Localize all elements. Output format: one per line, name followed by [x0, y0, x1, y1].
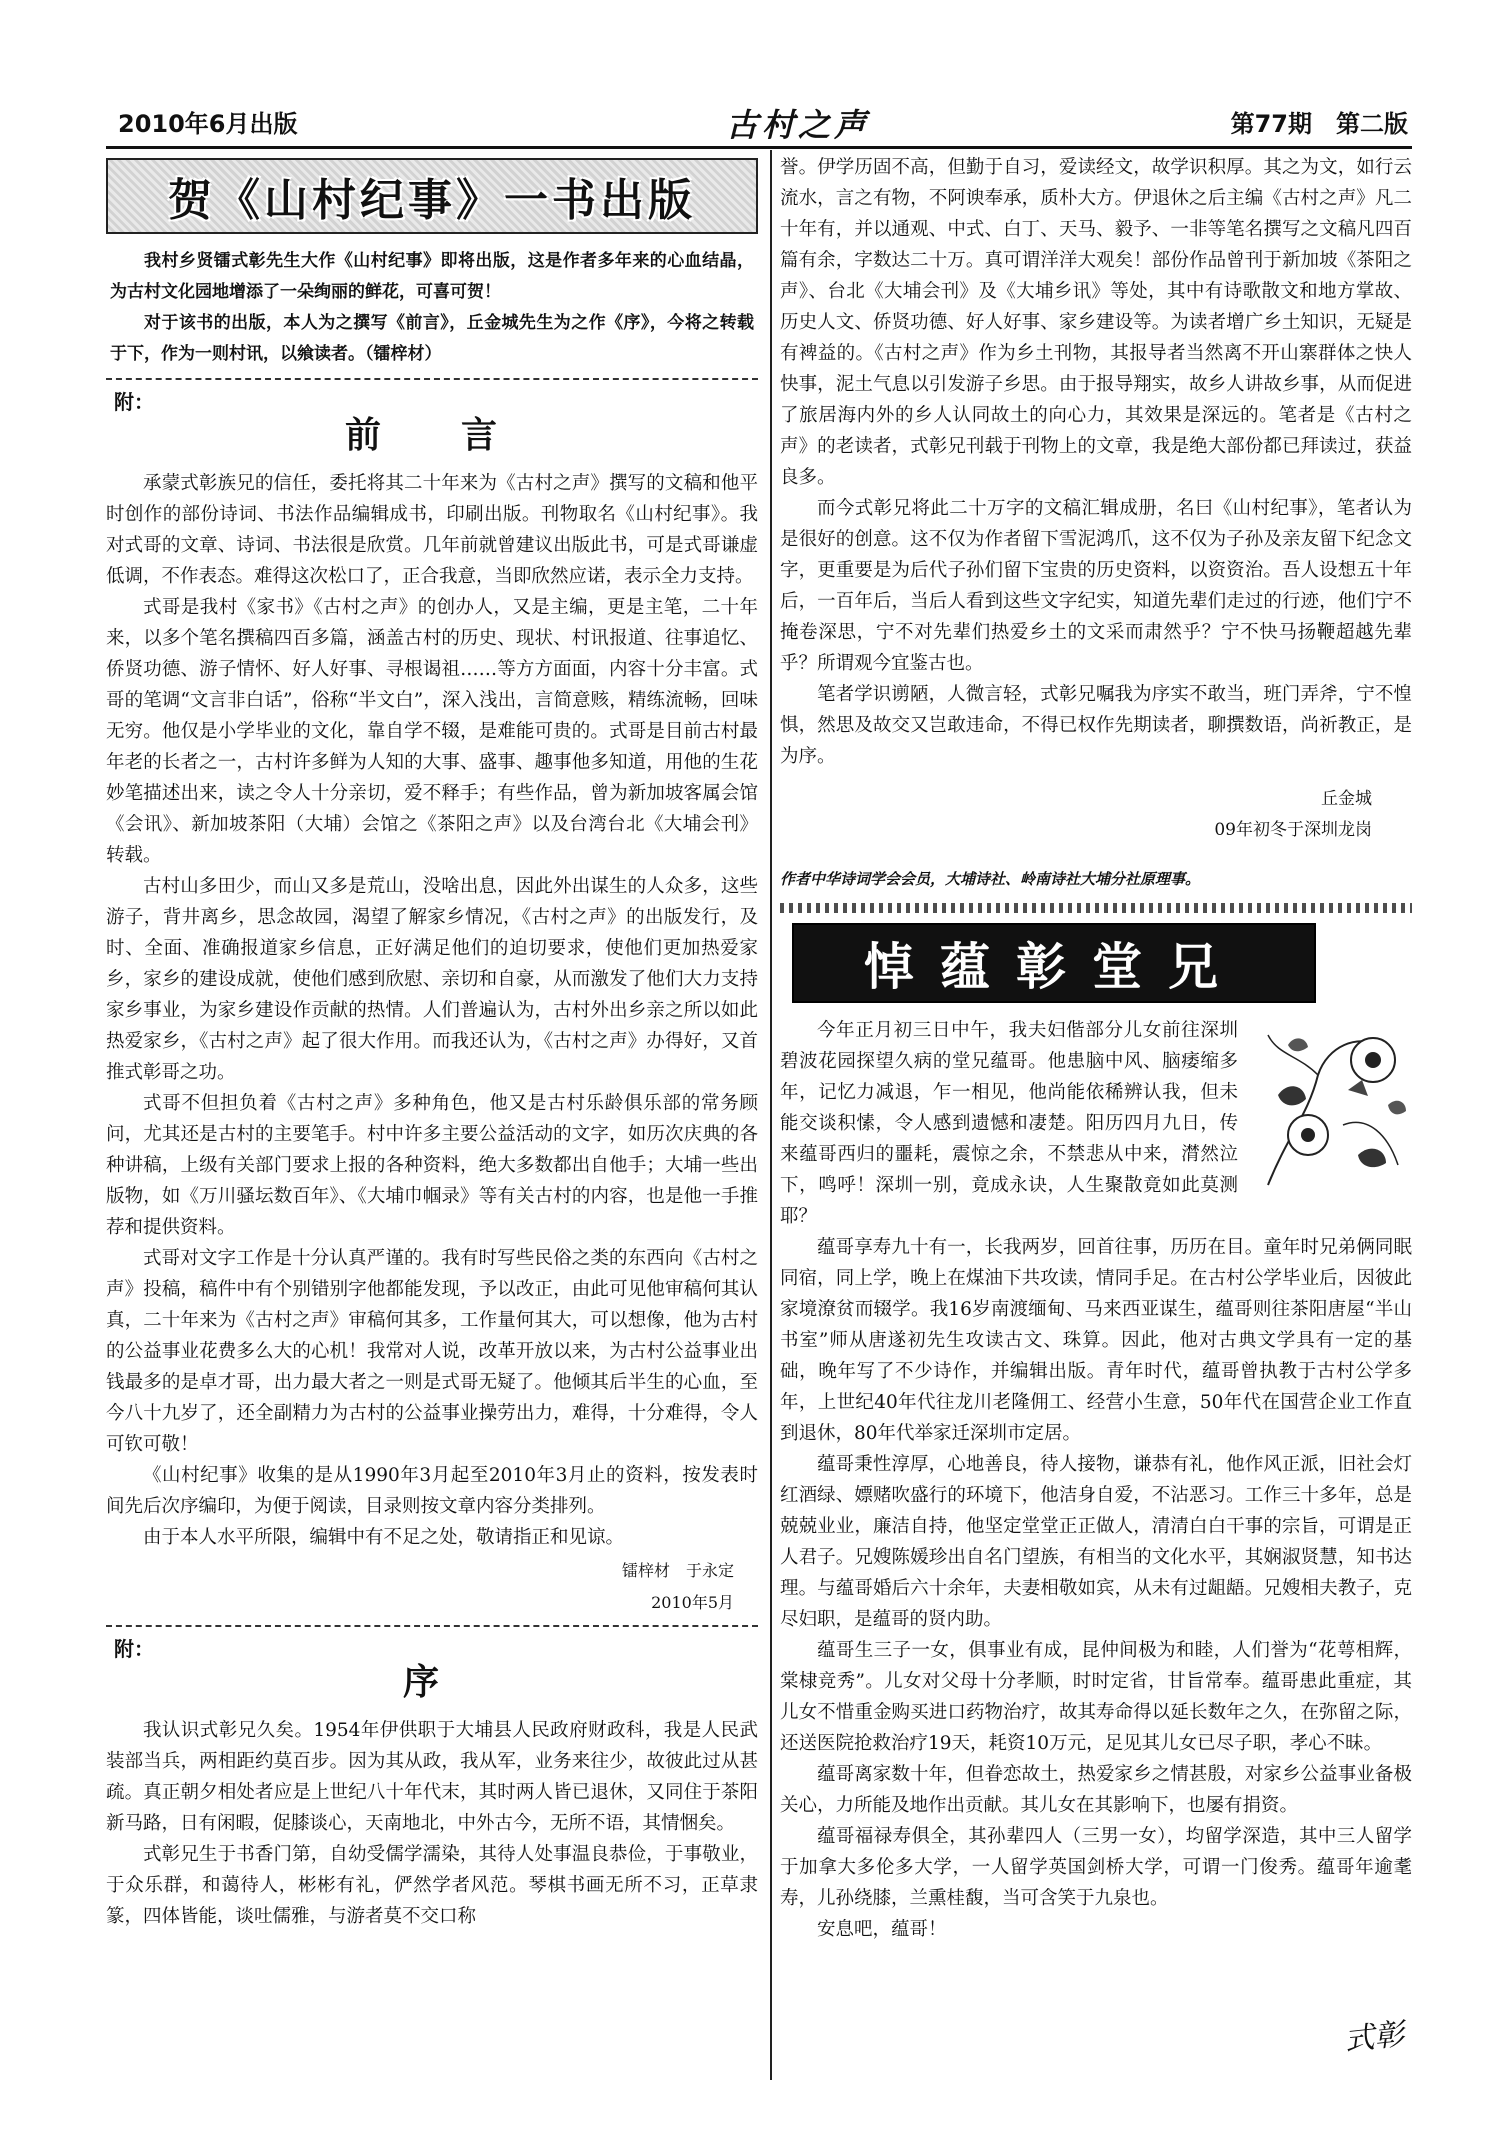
left-column: [106, 152, 758, 2082]
preface-paragraph: 式哥是我村《家书》《古村之声》的创办人，又是主编，更是主笔，二十年来，以多个笔名撰稿四百多篇，涵盖古村的历史、现状、村讯报道、往事追忆、侨贤功德、游子情怀、好人好事、寻根谒祖……等方方面面，内容十分丰富。式哥的笔调“文言非白话”，俗称“半文白”，深入浅出，言简意赅，精练流畅，回味无穷。他仅是小学毕业的文化，靠自学不辍，是难能可贵的。式哥是目前古村最年老的长者之一，古村许多鲜为人知的大事、盛事、趣事他多知道，用他的生花妙笔描述出来，读之令人十分亲切，爱不释手；有些作品，曾为新加坡客属会馆《会讯》、新加坡茶阳（大埔）会馆之《茶阳之声》以及台湾台北《大埔会刊》转载。: [106, 597, 758, 866]
obituary-paragraph: 蕴哥秉性淳厚，心地善良，待人接物，谦恭有礼，他作风正派，旧社会灯红酒绿、嫖赌吹盛行的环境下，他洁身自爱，不沾恶习。工作三十多年，总是兢兢业业，廉洁自持，他坚定堂堂正正做人，清清白白干事的宗旨，可谓是正人君子。兄嫂陈媛珍出自名门望族，有相当的文化水平，其娴淑贤慧，知书达理。与蕴哥婚后六十余年，夫妻相敬如宾，从未有过龃龉。兄嫂相夫教子，克尽妇职，是蕴哥的贤内助。: [780, 1454, 1412, 1630]
obituary-paragraph: 蕴哥生三子一女，俱事业有成，昆仲间极为和睦，人们誉为“花萼相辉，棠棣竞秀”。儿女对父母十分孝顺，时时定省，甘旨常奉。蕴哥患此重症，其儿女不惜重金购买进口药物治疗，故其寿命得以延长数年之久，在弥留之际，还送医院抢救治疗19天，耗资10万元，足见其儿女已尽子职，孝心不昧。: [780, 1640, 1412, 1754]
preface-signature-date: 2010年5月: [651, 1593, 734, 1612]
obituary-paragraph: 安息吧，蕴哥！: [817, 1919, 947, 1940]
xu-signature: 丘金城: [1321, 789, 1372, 809]
preface-paragraph: 式哥对文字工作是十分认真严谨的。我有时写些民俗之类的东西向《古村之声》投稿，稿件中有个别错别字他都能发现，予以改正，由此可见他审稿何其认真，二十年来为《古村之声》审稿何其多，工作量何其大，可以想像，他为古村的公益事业花费多么大的心机！我常对人说，改革开放以来，为古村公益事业出钱最多的是卓才哥，出力最大者之一则是式哥无疑了。他倾其后半生的心血，至今八十九岁了，还全副精力为古村的公益事业操劳出力，难得，十分难得，令人可钦可敬！: [106, 1248, 758, 1455]
xu-signature-date: 09年初冬于深圳龙岗: [1214, 820, 1372, 840]
obituary-paragraph: 蕴哥福禄寿俱全，其孙辈四人（三男一女），均留学深造，其中三人留学于加拿大多伦多大学，一人留学英国剑桥大学，可谓一门俊秀。蕴哥年逾耄寿，儿孙绕膝，兰熏桂馥，当可含笑于九泉也。: [780, 1826, 1412, 1909]
obituary-body: [780, 1015, 1412, 1945]
preface-signature: 镭梓材 于永定: [621, 1561, 734, 1580]
preface-paragraph: 承蒙式彰族兄的信任，委托将其二十年来为《古村之声》撰写的文稿和他平时创作的部份诗词、书法作品编辑成书，印刷出版。刊物取名《山村纪事》。我对式哥的文章、诗词、书法很是欣赏。几年前就曾建议出版此书，可是式哥谦虚低调，不作表态。难得这次松口了，正合我意，当即欣然应诺，表示全力支持。: [106, 473, 758, 587]
article-headline: 贺《山村纪事》一书出版: [168, 175, 696, 226]
publication-date: 2010年6月出版: [118, 110, 298, 138]
masthead: [118, 100, 1408, 144]
obituary-paragraph: 蕴哥享寿九十有一，长我两岁，回首往事，历历在目。童年时兄弟俩同眠同宿，同上学，晚上在煤油下共攻读，情同手足。在古村公学毕业后，因彼此家境潦贫而辍学。我16岁南渡缅甸、马来西亚谋生，蕴哥则往茶阳唐屋“半山书室”师从唐遂初先生攻读古文、珠算。因此，他对古典文学具有一定的基础，晚年写了不少诗作，并编辑出版。青年时代，蕴哥曾执教于古村公学多年，上世纪40年代往龙川老隆佣工、经营小生意，50年代在国营企业工作直到退休，80年代举家迁深圳市定居。: [780, 1237, 1412, 1444]
attached-label: 附：: [114, 390, 154, 414]
paper-name: 古村之声: [725, 106, 870, 144]
attached-label: 附：: [114, 1637, 154, 1661]
issue-number: 第77期 第二版: [1230, 110, 1408, 138]
xu-paragraph: 我认识式彰兄久矣。1954年伊供职于大埔县人民政府财政科，我是人民武装部当兵，两相距约莫百步。因为其从政，我从军，业务来往少，故彼此过从甚疏。真正朝夕相处者应是上世纪八十年代末，其时两人皆已退休，又同住于茶阳新马路，日有闲暇，促膝谈心，天南地北，中外古今，无所不语，其情悃矣。: [106, 1720, 758, 1834]
notice-paragraph: 我村乡贤镭式彰先生大作《山村纪事》即将出版，这是作者多年来的心血结晶，为古村文化园地增添了一朵绚丽的鲜花，可喜可贺！: [110, 251, 754, 302]
xu-body-right: [780, 152, 1412, 772]
ornamental-divider: [780, 903, 1412, 913]
preface-paragraph: 《山村纪事》收集的是从1990年3月起至2010年3月止的资料，按发表时间先后次序编印，为便于阅读，目录则按文章内容分类排列。: [106, 1465, 758, 1517]
morning-glory-illustration-icon: [1248, 1015, 1412, 1197]
obituary-title-banner: [792, 923, 1316, 1003]
obituary-title: 悼蕴彰堂兄: [864, 938, 1244, 996]
preface-paragraph: 古村山多田少，而山又多是荒山，没啥出息，因此外出谋生的人众多，这些游子，背井离乡，思念故园，渴望了解家乡情况，《古村之声》的出版发行，及时、全面、准确报道家乡信息，正好满足他们的迫切要求，使他们更加热爱家乡，家乡的建设成就，使他们感到欣慰、亲切和自豪，从而激发了他们大力支持家乡事业，为家乡建设作贡献的热情。人们普遍认为，古村外出乡亲之所以如此热爱家乡，《古村之声》起了很大作用。而我还认为，《古村之声》办得好，又首推式彰哥之功。: [106, 876, 758, 1083]
article-headline-banner: [106, 158, 758, 234]
right-column: [780, 152, 1412, 2082]
notice-paragraph: 对于该书的出版，本人为之撰写《前言》，丘金城先生为之作《序》，今将之转载于下，作为一则村讯，以飨读者。（镭梓材）: [110, 313, 754, 364]
dashed-divider: [106, 378, 758, 380]
xu-body-left: [106, 1715, 758, 1932]
preface-paragraph: 式哥不但担负着《古村之声》多种角色，他又是古村乐龄俱乐部的常务顾问，尤其还是古村的主要笔手。村中许多主要公益活动的文字，如历次庆典的各种讲稿，上级有关部门要求上报的各种资料，绝大多数都出自他手；大埔一些出版物，如《万川骚坛数百年》、《大埔巾帼录》等有关古村的内容，也是他一手推荐和提供资料。: [106, 1093, 758, 1238]
preface-body: [106, 468, 758, 1553]
xu-paragraph: 笔者学识谫陋，人微言轻，式彰兄嘱我为序实不敢当，班门弄斧，宁不惶惧，然思及故交又岂敢违命，不得已权作先期读者，聊撰数语，尚祈教正，是为序。: [780, 684, 1412, 767]
xu-title: 序: [402, 1662, 461, 1703]
obituary-signature: 式彰: [1342, 2016, 1407, 2059]
author-note: 作者中华诗词学会会员，大埔诗社、岭南诗社大埔分社原理事。: [780, 870, 1201, 888]
xu-paragraph: 誉。伊学历固不高，但勤于自习，爱读经文，故学识积厚。其之为文，如行云流水，言之有物，不阿谀奉承，质朴大方。伊退休之后主编《古村之声》凡二十年有，并以通观、中式、白丁、天马、毅予、一非等笔名撰写之文稿凡四百篇有余，字数达二十万。真可谓洋洋大观矣！部份作品曾刊于新加坡《茶阳之声》、台北《大埔会刊》及《大埔乡讯》等处，其中有诗歌散文和地方掌故、历史人文、侨贤功德、好人好事、家乡建设等。为读者增广乡土知识，无疑是有裨益的。《古村之声》作为乡土刊物，其报导者当然离不开山寨群体之快人快事，泥土气息以引发游子乡思。由于报导翔实，故乡人讲故乡事，从而促进了旅居海内外的乡人认同故土的向心力，其效果是深远的。笔者是《古村之声》的老读者，式彰兄刊载于刊物上的文章，我是绝大部份都已拜读过，获益良多。: [780, 157, 1412, 488]
obituary-paragraph: 蕴哥离家数十年，但眷恋故土，热爱家乡之情甚殷，对家乡公益事业备极关心，力所能及地作出贡献。其儿女在其影响下，也屡有捐资。: [780, 1764, 1412, 1816]
xu-paragraph: 而今式彰兄将此二十万字的文稿汇辑成册，名曰《山村纪事》，笔者认为是很好的创意。这不仅为作者留下雪泥鸿爪，这不仅为子孙及亲友留下纪念文字，更重要是为后代子孙们留下宝贵的历史资料，以资资治。吾人设想五十年后，一百年后，当后人看到这些文字纪实，知道先辈们走过的行迹，他们宁不掩卷深思，宁不对先辈们热爱乡土的文采而肃然乎？宁不快马扬鞭超越先辈乎？所谓观今宜鉴古也。: [780, 498, 1412, 674]
dashed-divider: [106, 1625, 758, 1627]
preface-title: 前 言: [344, 415, 519, 456]
column-divider: [770, 150, 772, 2080]
obituary-paragraph: 今年正月初三日中午，我夫妇偕部分儿女前往深圳碧波花园探望久病的堂兄蕴哥。他患脑中风、脑痿缩多年，记忆力减退，乍一相见，他尚能依稀辨认我，但未能交谈积愫，令人感到遗憾和凄楚。阳历四月九日，传来蕴哥西归的噩耗，震惊之余，不禁悲从中来，潸然泣下，鸣呼！深圳一别，竟成永诀，人生聚散竟如此莫测耶？: [780, 1020, 1238, 1227]
xu-paragraph: 式彰兄生于书香门第，自幼受儒学濡染，其待人处事温良恭俭，于事敬业，于众乐群，和蔼待人，彬彬有礼，俨然学者风范。琴棋书画无所不习，正草隶篆，四体皆能，谈吐儒雅，与游者莫不交口称: [106, 1844, 758, 1927]
publication-notice: [110, 246, 754, 370]
preface-paragraph: 由于本人水平所限，编辑中有不足之处，敬请指正和见谅。: [143, 1527, 625, 1548]
masthead-rule: [106, 146, 1412, 149]
